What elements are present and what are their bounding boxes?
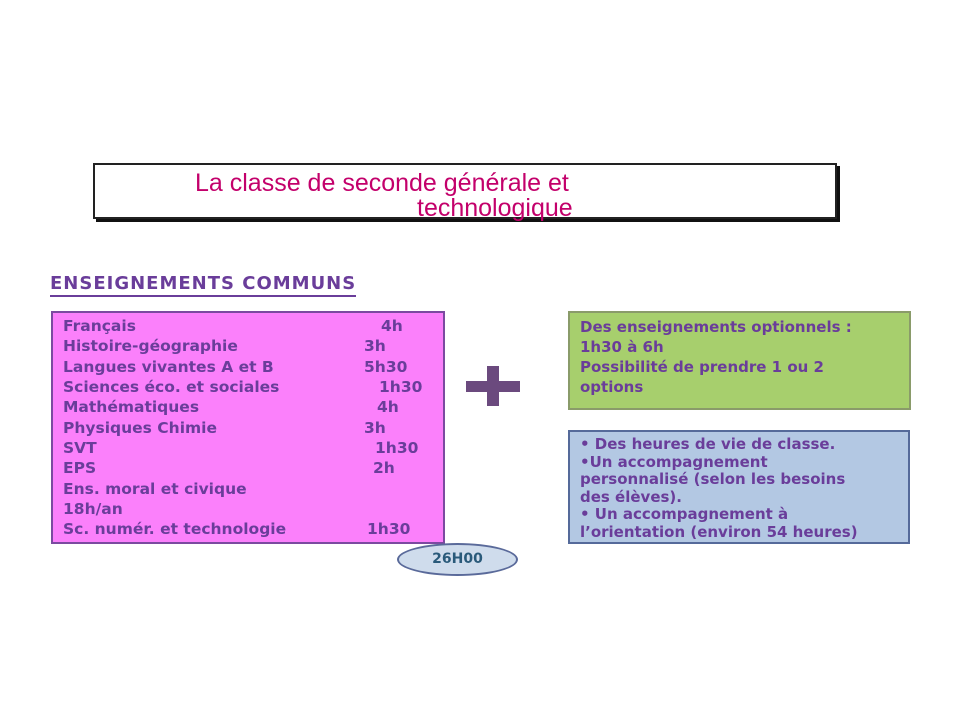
options-line: Des enseignements optionnels : xyxy=(580,318,852,336)
subject-row xyxy=(63,418,386,438)
subject-name: Ens. moral et civique xyxy=(63,480,247,498)
title-line-2: technologique xyxy=(417,194,573,222)
options-line: options xyxy=(580,378,644,396)
title-box xyxy=(93,163,837,222)
subject-hours: 1h30 xyxy=(379,378,423,396)
options-line: 1h30 à 6h xyxy=(580,338,664,356)
subject-name: Sc. numér. et technologie xyxy=(63,520,287,538)
title-line-1: La classe de seconde générale et xyxy=(195,169,569,197)
subject-row xyxy=(63,499,123,519)
subject-row xyxy=(63,336,386,356)
subject-row xyxy=(63,519,411,539)
subject-hours: 4h xyxy=(377,398,399,416)
subject-name: Français xyxy=(63,317,136,335)
subject-hours: 3h xyxy=(364,419,386,437)
subject-row xyxy=(63,397,399,417)
support-line: • Un accompagnement à xyxy=(580,505,789,523)
subject-hours: 5h30 xyxy=(364,358,408,376)
optional-courses-box xyxy=(568,311,911,410)
support-line: l’orientation (environ 54 heures) xyxy=(580,522,858,541)
subject-name: EPS xyxy=(63,459,97,477)
subject-name: Sciences éco. et sociales xyxy=(63,378,280,396)
subject-name: Histoire-géographie xyxy=(63,337,238,355)
common-subjects-box xyxy=(51,311,445,544)
support-line: des élèves). xyxy=(580,487,682,506)
plus-icon xyxy=(466,366,520,406)
subject-name: 18h/an xyxy=(63,500,123,518)
class-support-box xyxy=(568,430,910,544)
support-line: • Des heures de vie de classe. xyxy=(580,435,836,453)
support-line: •Un accompagnement xyxy=(580,452,768,471)
subject-hours: 2h xyxy=(373,459,395,477)
total-hours-badge: 26H00 xyxy=(397,543,518,576)
subject-row xyxy=(63,377,423,397)
subject-hours: 1h30 xyxy=(375,439,419,457)
subject-name: SVT xyxy=(63,439,97,457)
subject-hours: 4h xyxy=(381,317,403,335)
subject-row xyxy=(63,438,419,458)
subject-row xyxy=(63,479,247,499)
subject-row xyxy=(63,357,408,377)
options-line: Possibilité de prendre 1 ou 2 xyxy=(580,358,824,376)
section-heading: ENSEIGNEMENTS COMMUNS xyxy=(50,273,356,297)
subject-name: Physiques Chimie xyxy=(63,419,218,437)
subject-name: Mathématiques xyxy=(63,398,200,416)
subject-name: Langues vivantes A et B xyxy=(63,358,274,376)
subject-row xyxy=(63,316,403,336)
subject-hours: 3h xyxy=(364,337,386,355)
subject-hours: 1h30 xyxy=(367,520,411,538)
subject-row xyxy=(63,458,395,478)
support-line: personnalisé (selon les besoins xyxy=(580,470,846,488)
